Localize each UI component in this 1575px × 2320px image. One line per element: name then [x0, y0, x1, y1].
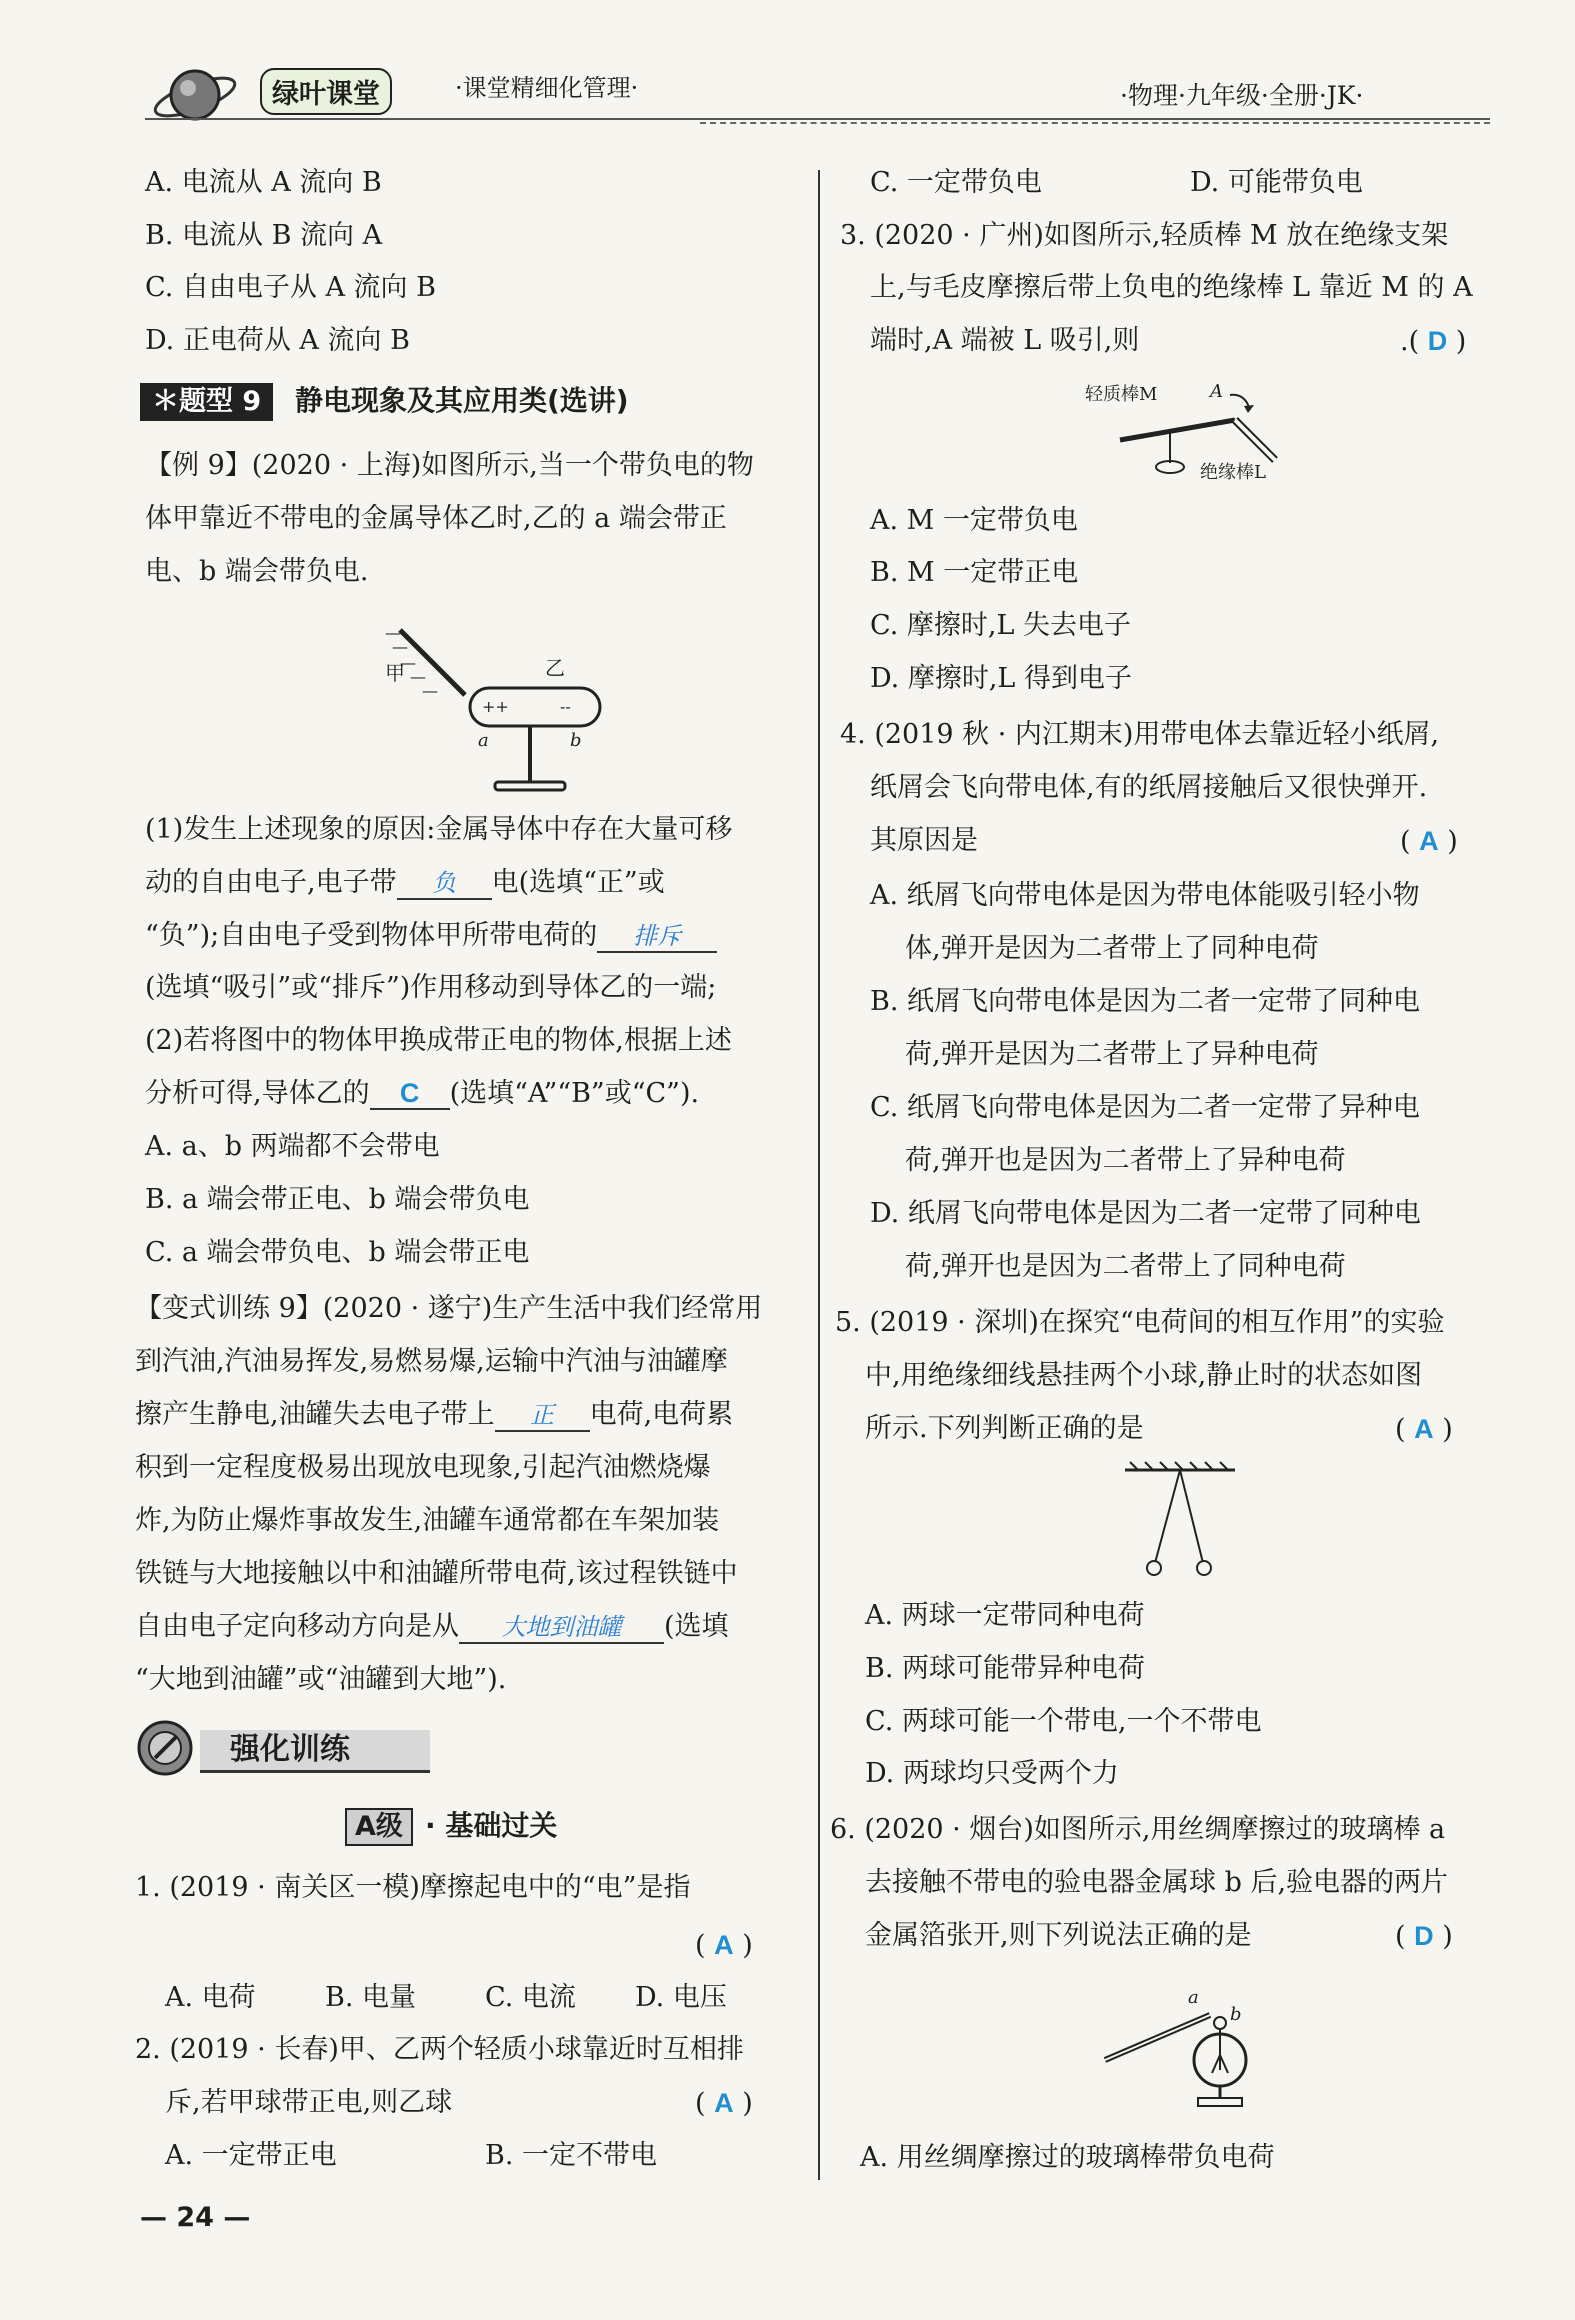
q4-option-c-2: 荷,弹开也是因为二者带上了异种电荷 [905, 1145, 1346, 1176]
prev-option-b: B. 电流从 B 流向 A [145, 220, 383, 251]
header-subject: ·物理·九年级·全册·JK· [1120, 81, 1364, 110]
level-tag: A级 [345, 1808, 413, 1846]
q1-option-a: A. 电荷 [165, 1982, 256, 2013]
q5-line-2: 中,用绝缘细线悬挂两个小球,静止时的状态如图 [865, 1360, 1423, 1391]
example-line-1: 【例 9】(2020 · 上海)如图所示,当一个带负电的物 [145, 450, 754, 481]
q4-answer: ( A ) [1400, 826, 1458, 857]
q5-option-b: B. 两球可能带异种电荷 [865, 1653, 1146, 1684]
example-q1-line-2 [145, 865, 665, 901]
q4-option-a-2: 体,弹开是因为二者带上了同种电荷 [905, 933, 1319, 964]
example-fig-yi: 乙 [545, 656, 565, 680]
q6-line-3: 金属箔张开,则下列说法正确的是 [865, 1920, 1252, 1951]
q3-line-3: 端时,A 端被 L 吸引,则 [870, 325, 1140, 356]
example-option-a: A. a、b 两端都不会带电 [145, 1131, 440, 1162]
prev-option-c: C. 自由电子从 A 流向 B [145, 272, 436, 303]
header-rule [145, 118, 1490, 120]
q2-l2-pre: 分析可得,导体乙的 [145, 1078, 370, 1109]
q2-l2-post: (选填“A”“B”或“C”). [449, 1078, 700, 1109]
q1-answer-repel: 排斥 [597, 921, 717, 953]
example-option-c: C. a 端会带负电、b 端会带正电 [145, 1237, 530, 1268]
column-divider [818, 170, 820, 2180]
svg-text:—: — [385, 623, 401, 642]
q2-answer-c: C [370, 1078, 450, 1110]
q4-option-d-1: D. 纸屑飞向带电体是因为二者一定带了同种电 [870, 1198, 1421, 1229]
q1-l2-post: 电(选填“正”或 [491, 867, 665, 898]
example-line-3: 电、b 端会带负电. [145, 556, 369, 587]
q3-option-b: B. M 一定带正电 [870, 557, 1079, 588]
q3-option-d: D. 摩擦时,L 得到电子 [870, 663, 1132, 694]
q5-line-1: 5. (2019 · 深圳)在探究“电荷间的相互作用”的实验 [835, 1307, 1445, 1338]
q5-figure [1120, 1460, 1250, 1580]
q4-option-d-2: 荷,弹开也是因为二者带上了同种电荷 [905, 1251, 1346, 1282]
variant-l3-post: 电荷,电荷累 [589, 1399, 734, 1430]
planet-logo-icon [150, 55, 240, 135]
q6-answer: ( D ) [1395, 1921, 1453, 1952]
q4-option-b-2: 荷,弹开是因为二者带上了异种电荷 [905, 1039, 1319, 1070]
variant-answer-direction: 大地到油罐 [459, 1612, 664, 1644]
q5-answer: ( A ) [1395, 1414, 1453, 1445]
header-slogan: ·课堂精细化管理· [455, 74, 639, 102]
variant-answer-positive: 正 [495, 1400, 590, 1432]
example-q2-line-2 [145, 1076, 699, 1112]
page-number: — 24 — [140, 2202, 251, 2233]
q3-answer: .( D ) [1400, 326, 1467, 357]
q6-fig-b: b [1230, 2004, 1242, 2025]
q3-option-a: A. M 一定带负电 [870, 505, 1078, 536]
header-rule-dotted [700, 122, 1490, 124]
example-figure [370, 610, 620, 800]
example-q1-line-3 [145, 918, 717, 954]
variant-line-6: 铁链与大地接触以中和油罐所带电荷,该过程铁链中 [135, 1558, 738, 1589]
header-logo [150, 55, 230, 135]
q2-option-b: B. 一定不带电 [485, 2140, 658, 2171]
strengthen-icon [135, 1718, 195, 1778]
level-title: · 基础过关 [425, 1809, 558, 1842]
variant-line-8: “大地到油罐”或“油罐到大地”). [135, 1664, 507, 1695]
section-title: 静电现象及其应用类(选讲) [295, 384, 629, 417]
q4-option-c-1: C. 纸屑飞向带电体是因为二者一定带了异种电 [870, 1092, 1420, 1123]
q1-answer-negative: 负 [397, 868, 492, 900]
q4-line-3: 其原因是 [870, 825, 978, 856]
example-fig-a: a [478, 730, 489, 751]
q1-option-d: D. 电压 [635, 1982, 727, 2013]
svg-text:—: — [400, 653, 416, 672]
q5-option-a: A. 两球一定带同种电荷 [865, 1600, 1145, 1631]
q1-stem: 1. (2019 · 南关区一模)摩擦起电中的“电”是指 [135, 1872, 691, 1903]
strengthen-title: 强化训练 [230, 1732, 350, 1767]
q1-l3-pre: “负”);自由电子受到物体甲所带电荷的 [145, 920, 598, 951]
q3-fig-l: 绝缘棒L [1200, 462, 1266, 483]
q3-figure [1080, 375, 1310, 485]
example-fig-jia: 甲 [385, 661, 405, 685]
q2-option-c: C. 一定带负电 [870, 167, 1042, 198]
header-brand: 绿叶课堂 [260, 68, 392, 115]
q2-option-a: A. 一定带正电 [165, 2140, 337, 2171]
q6-figure [1100, 1985, 1280, 2110]
q3-line-1: 3. (2020 · 广州)如图所示,轻质棒 M 放在绝缘支架 [840, 220, 1449, 251]
q6-option-a: A. 用丝绸摩擦过的玻璃棒带负电荷 [860, 2142, 1275, 2173]
q3-fig-m: 轻质棒M [1085, 384, 1158, 405]
variant-line-1: 【变式训练 9】(2020 · 遂宁)生产生活中我们经常用 [135, 1293, 763, 1324]
example-fig-b: b [570, 730, 582, 751]
q2-stem-1: 2. (2019 · 长春)甲、乙两个轻质小球靠近时互相排 [135, 2034, 744, 2065]
variant-line-4: 积到一定程度极易出现放电现象,引起汽油燃烧爆 [135, 1452, 711, 1483]
svg-text:—: — [422, 681, 438, 700]
variant-l7-post: (选填 [664, 1611, 729, 1642]
example-q2-line-1: (2)若将图中的物体甲换成带正电的物体,根据上述 [145, 1025, 732, 1056]
variant-l7-pre: 自由电子定向移动方向是从 [135, 1611, 459, 1642]
svg-text:—: — [410, 667, 426, 686]
q4-line-1: 4. (2019 秋 · 内江期末)用带电体去靠近轻小纸屑, [840, 719, 1440, 750]
q2-stem-2: 斥,若甲球带正电,则乙球 [165, 2087, 453, 2118]
q3-line-2: 上,与毛皮摩擦后带上负电的绝缘棒 L 靠近 M 的 A [870, 272, 1473, 303]
section-tag: ＊题型 9 [140, 383, 273, 421]
q5-option-d: D. 两球均只受两个力 [865, 1758, 1119, 1789]
prev-option-a: A. 电流从 A 流向 B [145, 167, 382, 198]
q6-line-1: 6. (2020 · 烟台)如图所示,用丝绸摩擦过的玻璃棒 a [830, 1814, 1446, 1845]
q1-option-c: C. 电流 [485, 1982, 576, 2013]
q6-line-2: 去接触不带电的验电器金属球 b 后,验电器的两片 [865, 1867, 1449, 1898]
variant-l3-pre: 擦产生静电,油罐失去电子带上 [135, 1399, 495, 1430]
variant-line-3 [135, 1397, 733, 1433]
q2-answer: ( A ) [695, 2088, 753, 2119]
q4-option-a-1: A. 纸屑飞向带电体是因为带电体能吸引轻小物 [870, 880, 1420, 911]
svg-text:--: -- [560, 697, 571, 716]
q2-option-d: D. 可能带负电 [1190, 167, 1363, 198]
variant-line-2: 到汽油,汽油易挥发,易燃易爆,运输中汽油与油罐摩 [135, 1346, 728, 1377]
variant-line-5: 炸,为防止爆炸事故发生,油罐车通常都在车架加装 [135, 1505, 720, 1536]
q1-option-b: B. 电量 [325, 1982, 417, 2013]
q3-fig-a: A [1210, 381, 1223, 402]
svg-text:—: — [392, 637, 408, 656]
example-line-2: 体甲靠近不带电的金属导体乙时,乙的 a 端会带正 [145, 503, 727, 534]
q6-fig-a: a [1188, 1987, 1199, 2008]
q3-option-c: C. 摩擦时,L 失去电子 [870, 610, 1131, 641]
q5-line-3: 所示.下列判断正确的是 [865, 1413, 1144, 1444]
variant-line-7 [135, 1609, 729, 1645]
q4-line-2: 纸屑会飞向带电体,有的纸屑接触后又很快弹开. [870, 772, 1428, 803]
q1-l2-pre: 动的自由电子,电子带 [145, 867, 397, 898]
q1-answer: ( A ) [695, 1930, 753, 1961]
q5-option-c: C. 两球可能一个带电,一个不带电 [865, 1706, 1262, 1737]
prev-option-d: D. 正电荷从 A 流向 B [145, 325, 410, 356]
svg-text:++: ++ [482, 697, 509, 716]
q4-option-b-1: B. 纸屑飞向带电体是因为二者一定带了同种电 [870, 986, 1421, 1017]
example-q1-line-1: (1)发生上述现象的原因:金属导体中存在大量可移 [145, 814, 733, 845]
example-option-b: B. a 端会带正电、b 端会带负电 [145, 1184, 530, 1215]
example-q1-line-4: (选填“吸引”或“排斥”)作用移动到导体乙的一端; [145, 972, 717, 1003]
